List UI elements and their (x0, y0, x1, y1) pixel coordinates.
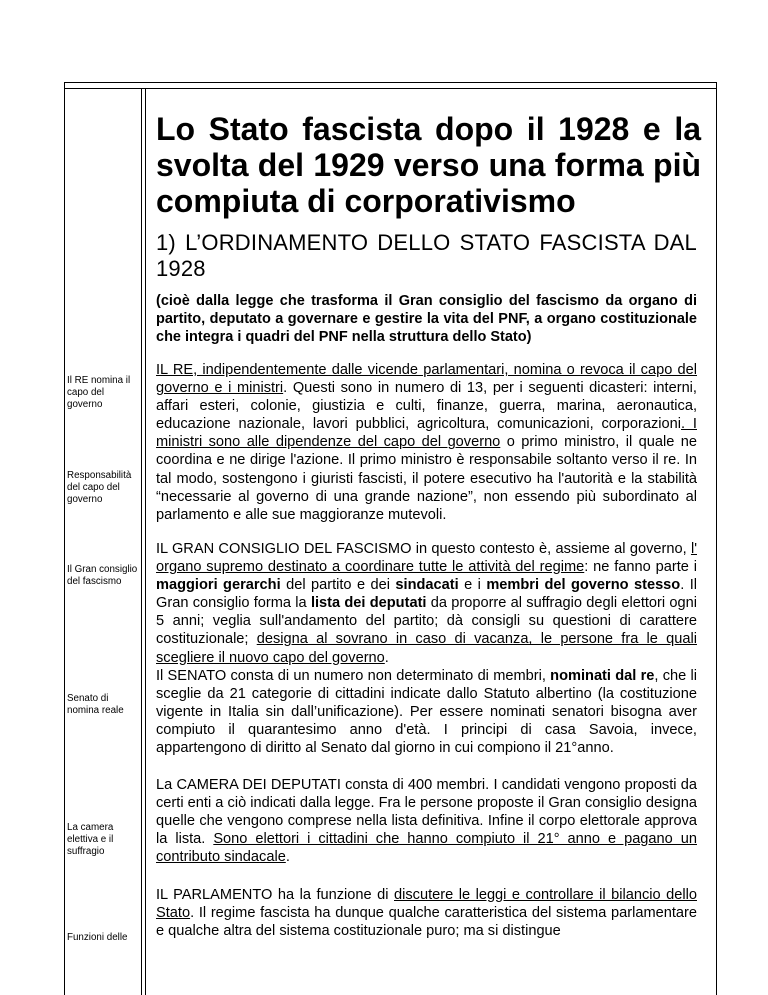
text: . (384, 649, 389, 666)
margin-divider (141, 89, 146, 995)
page-title: Lo Stato fascista dopo il 1928 e la svolta del 1929 verso una forma più compiuta di corporativismo (156, 111, 701, 219)
text-bold: sindacati (395, 577, 459, 594)
text: o primo ministro, il quale ne coordina e ne dirige l'azione. Il primo ministro è responsabile soltanto verso il re. In tal modo, sostengono i giuristi fascisti, il potere esecutivo ha l'autorità e la stabilità “necessarie al governo di una grande nazione”, non essendo più subordinato al parlamento e alle sue maggioranze mutevoli. (156, 434, 697, 523)
text-bold: nominati dal re (550, 668, 655, 684)
text-underline: IL RE, indipendentemente dalle vicende parlamentari, nomina o revoca il capo del governo e i ministri (156, 362, 697, 397)
text: La CAMERA DEI DEPUTATI consta di 400 membri. I candidati vengono proposti da certi enti a ciò indicati dalla legge. Fra le persone proposte il Gran consiglio designa quelle che vengono comprese nella lista definitiva. Infine il corpo elettorale approva la lista. (156, 777, 697, 848)
text: . (285, 849, 290, 866)
text-bold: membri del governo stesso (486, 577, 681, 594)
text: . Il regime fascista ha dunque qualche caratteristica del sistema parlamentare e qualche altra del sistema costituzionale puro; ma si distingue (156, 905, 697, 940)
margin-note-funzioni: Funzioni delle (67, 932, 128, 943)
margin-note-re: Il RE nomina il capo del governo (67, 375, 131, 410)
paragraph-parlamento (156, 886, 697, 940)
section-subtitle: (cioè dalla legge che trasforma il Gran consiglio del fascismo da organo di partito, deputato a governare e gestire la vita del PNF, a organo costituzionale che integra i quadri del PNF nella struttura dello Stato) (156, 293, 697, 345)
text: IL PARLAMENTO ha la funzione di (156, 887, 394, 903)
section-heading: 1) L’ORDINAMENTO DELLO STATO FASCISTA DAL 1928 (156, 230, 697, 281)
text-bold: maggiori gerarchi (156, 577, 281, 594)
text-underline: designa al sovrano in caso di vacanza, le persone fra le quali scegliere il nuovo capo del governo (156, 631, 697, 666)
paragraph-re (156, 361, 697, 524)
paragraph-senato (156, 667, 697, 757)
text: Il SENATO consta di un numero non determinato di membri, (156, 668, 551, 684)
text-underline: discutere le leggi e controllare il bilancio dello Stato (156, 887, 697, 922)
text: da proporre al suffragio degli elettori ogni 5 anni; veglia sull'andamento del partito; dà consigli su questioni di carattere costituzionale; (156, 595, 697, 648)
text-underline: l' organo supremo destinato a coordinare tutte le attività del regime (156, 541, 697, 576)
text: , che li sceglie da 21 categorie di cittadini indicate dallo Statuto albertino (la costituzione vigente in Italia sin dall’unificazione). Per essere nominati senatori bisogna aver compiuto il quarantesimo anno d'età. I principi di casa Savoia, invece, appartengono di diritto al Senato dal giorno in cui compiono il 21°anno. (156, 668, 697, 757)
margin-note-responsabilita: Responsabilità del capo del governo (67, 470, 132, 505)
text: . Il Gran consiglio forma la (156, 577, 697, 612)
margin-note-camera: La camera elettiva e il suffragio (67, 822, 114, 857)
text: e i (458, 577, 487, 594)
text: : ne fanno parte i (584, 559, 697, 576)
text-underline: . I ministri sono alle dipendenze del capo del governo (156, 416, 697, 451)
margin-note-senato: Senato di nomina reale (67, 693, 124, 716)
margin-note-gran-consiglio: Il Gran consiglio del fascismo (67, 564, 138, 587)
paragraph-camera (156, 776, 697, 866)
text-underline: Sono elettori i cittadini che hanno compiuto il 21° anno e pagano un contributo sindacale (156, 831, 697, 866)
top-rule (65, 83, 716, 89)
text: del partito e dei (280, 577, 396, 594)
text: . Questi sono in numero di 13, per i seguenti dicasteri: interni, affari esteri, colonie, giustizia e culti, finanze, guerra, marina, aeronautica, educazione nazionale, lavori pubblici, agricoltura, comunicazioni, corporazioni (156, 380, 697, 433)
paragraph-gran-consiglio (156, 540, 697, 667)
text-bold: lista dei deputati (310, 595, 427, 612)
text: IL GRAN CONSIGLIO DEL FASCISMO in questo contesto è, assieme al governo, (156, 541, 691, 557)
